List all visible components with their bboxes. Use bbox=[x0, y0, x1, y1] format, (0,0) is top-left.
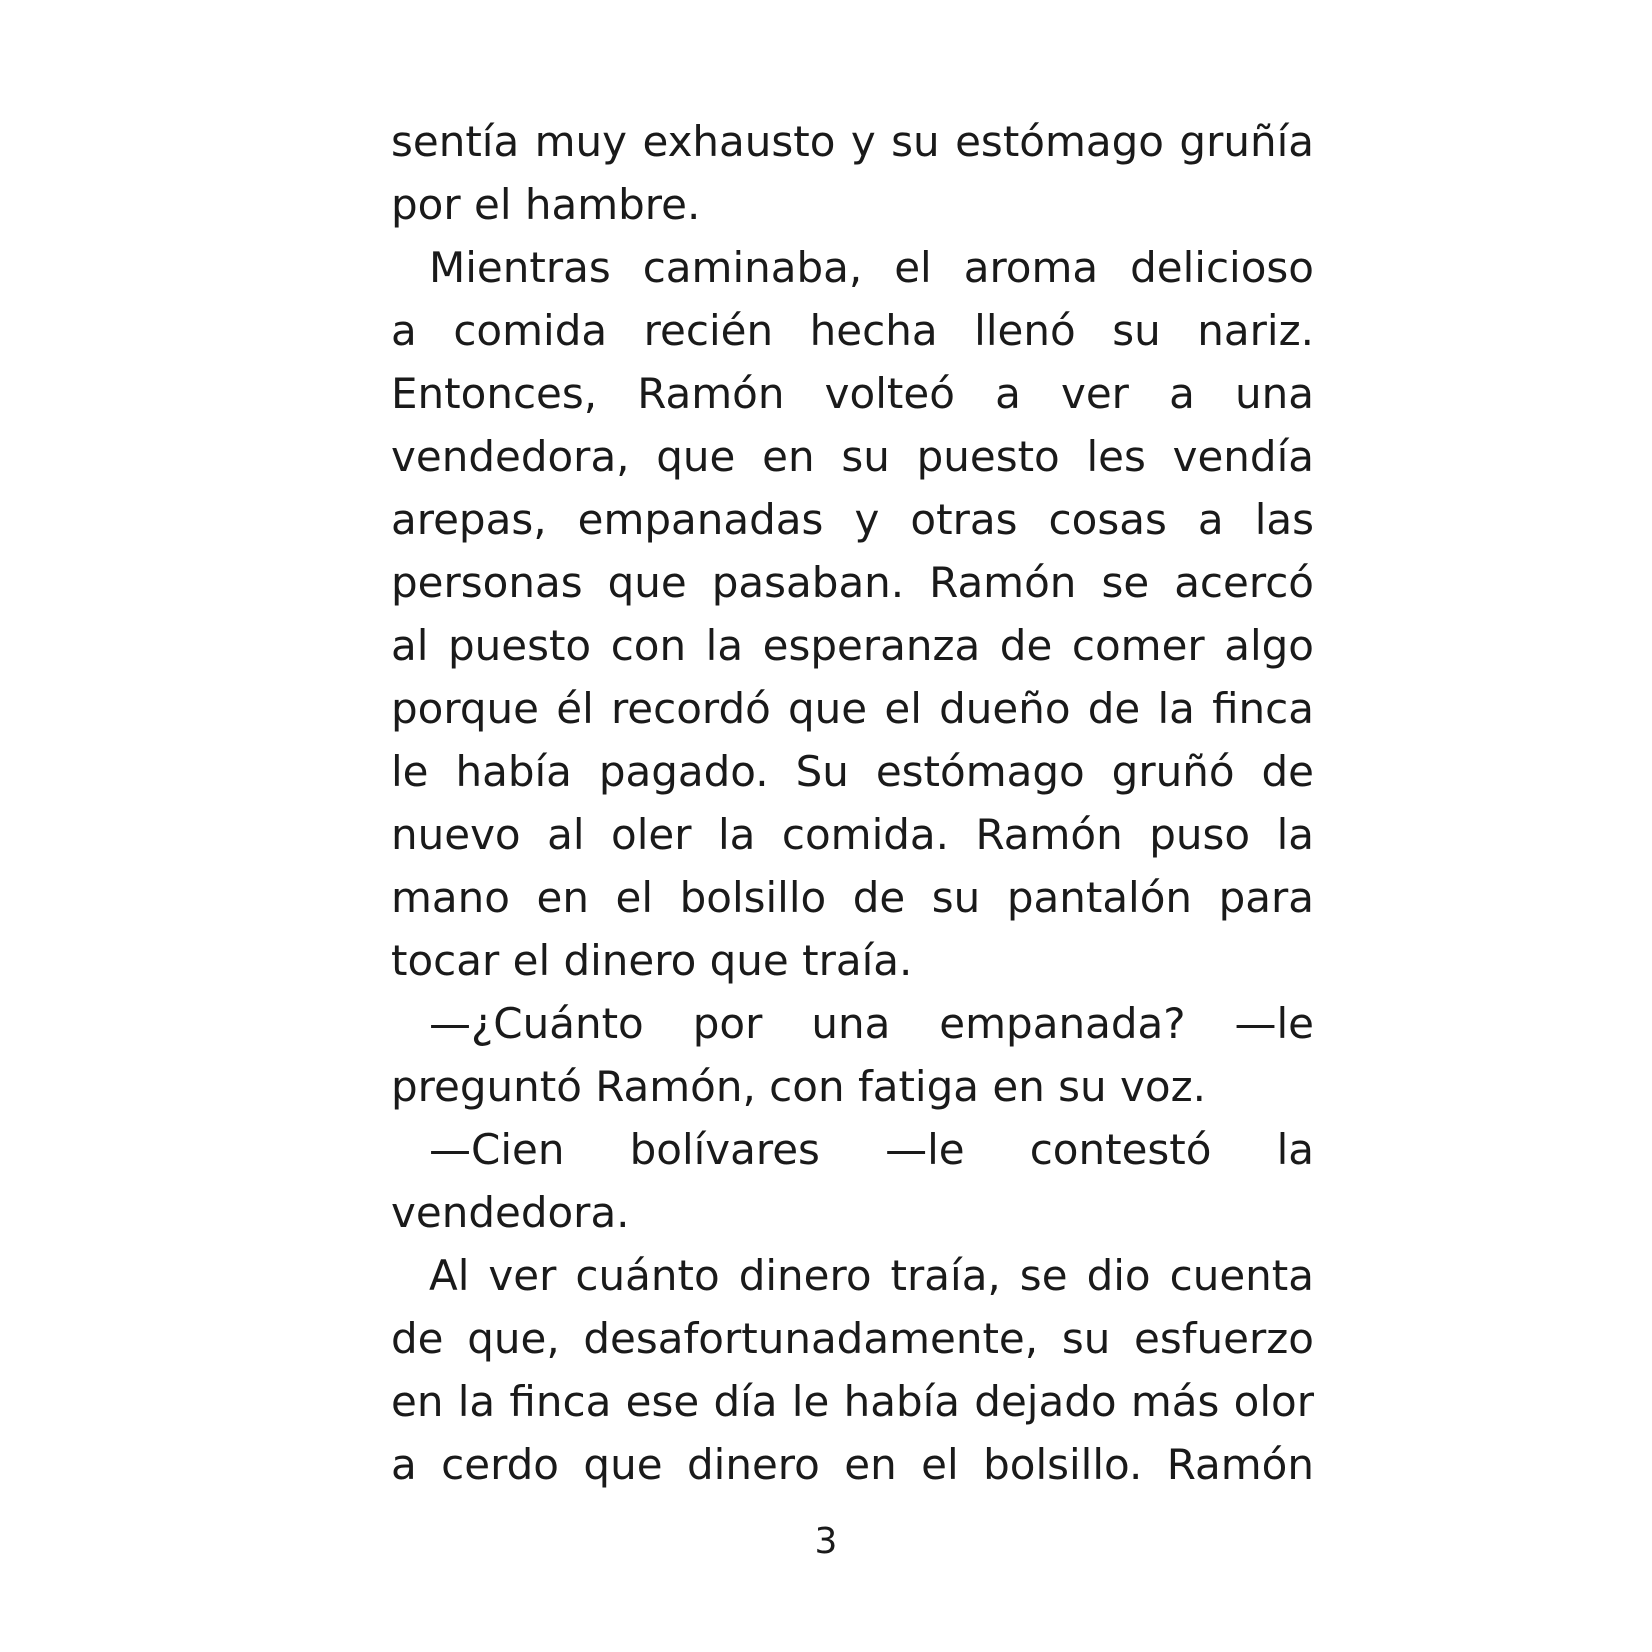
text-line: Mientras caminaba, el aroma delicioso bbox=[429, 243, 1314, 292]
body-text bbox=[391, 110, 1314, 1496]
text-line: a cerdo que dinero en el bolsillo. Ramón bbox=[391, 1440, 1314, 1489]
text-line: —Cien bolívares —le contestó la bbox=[429, 1125, 1314, 1174]
text-line: por el hambre. bbox=[391, 180, 701, 229]
text-line: en la finca ese día le había dejado más olor bbox=[391, 1377, 1314, 1426]
text-line: vendedora. bbox=[391, 1188, 630, 1237]
text-line: porque él recordó que el dueño de la finca bbox=[391, 684, 1314, 733]
text-line: vendedora, que en su puesto les vendía bbox=[391, 432, 1314, 481]
text-line: tocar el dinero que traía. bbox=[391, 936, 913, 985]
page-number: 3 bbox=[814, 1521, 838, 1562]
text-line: —¿Cuánto por una empanada? —le bbox=[429, 999, 1314, 1048]
text-line: Entonces, Ramón volteó a ver a una bbox=[391, 369, 1314, 418]
text-line: a comida recién hecha llenó su nariz. bbox=[391, 306, 1314, 355]
text-line: personas que pasaban. Ramón se acercó bbox=[391, 558, 1314, 607]
text-line: de que, desafortunadamente, su esfuerzo bbox=[391, 1314, 1314, 1363]
text-line: nuevo al oler la comida. Ramón puso la bbox=[391, 810, 1314, 859]
text-line: sentía muy exhausto y su estómago gruñía bbox=[391, 117, 1314, 166]
text-line: Al ver cuánto dinero traía, se dio cuenta bbox=[429, 1251, 1314, 1300]
text-line: preguntó Ramón, con fatiga en su voz. bbox=[391, 1062, 1206, 1111]
text-line: mano en el bolsillo de su pantalón para bbox=[391, 873, 1314, 922]
text-line: le había pagado. Su estómago gruñó de bbox=[391, 747, 1314, 796]
text-line: al puesto con la esperanza de comer algo bbox=[391, 621, 1314, 670]
text-line: arepas, empanadas y otras cosas a las bbox=[391, 495, 1314, 544]
